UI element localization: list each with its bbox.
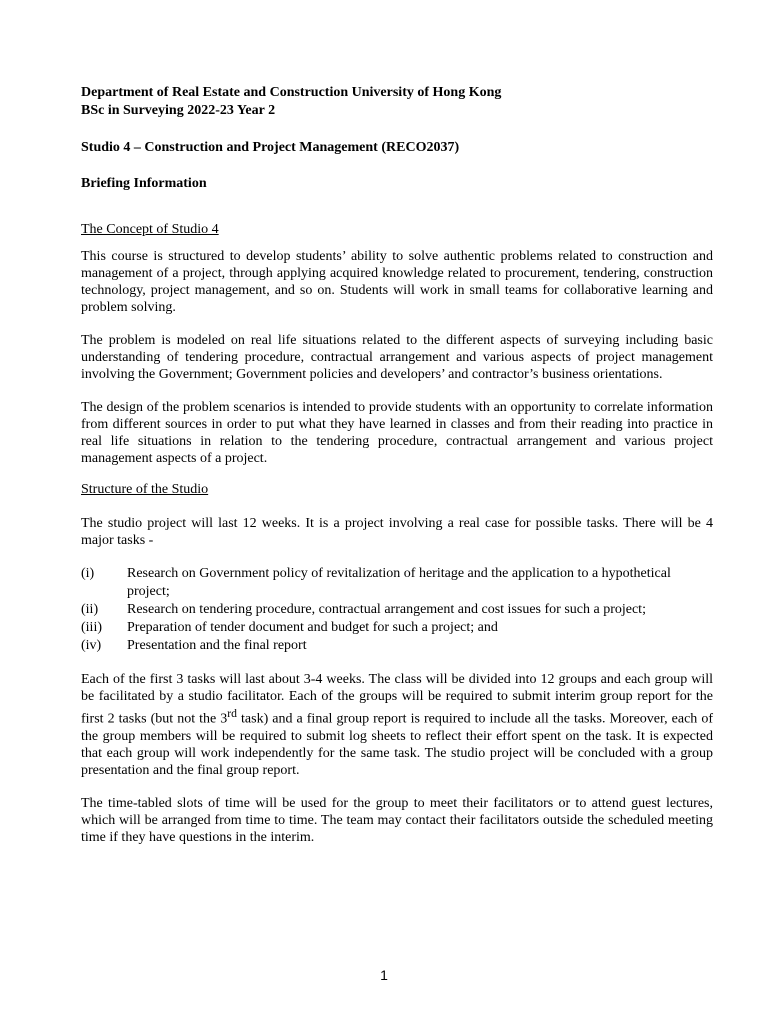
course-title: Studio 4 – Construction and Project Management (RECO2037) <box>81 140 460 155</box>
tasks-paragraph-part1: Each of the first 3 tasks will last about 3-4 weeks. The class will be divided into 12 groups and each group will be facilitated by a studio facilitator. Each of the groups will be required to submit interim group report for the first 2 tasks (but not the 3 <box>81 672 713 727</box>
list-item <box>81 637 713 655</box>
page-number: 1 <box>380 967 388 983</box>
briefing-title: Briefing Information <box>81 176 207 191</box>
task-number: (ii) <box>81 602 99 617</box>
task-text: Research on tendering procedure, contractual arrangement and cost issues for such a project; <box>127 602 646 617</box>
task-number: (i) <box>81 566 95 581</box>
ordinal-superscript: rd <box>227 707 237 720</box>
timetable-paragraph: The time-tabled slots of time will be used for the group to meet their facilitators or to attend guest lectures, which will be arranged from time to time. The team may contact their facilitators outside the scheduled meeting time if they have questions in the interim. <box>81 795 713 845</box>
structure-intro: The studio project will last 12 weeks. It is a project involving a real case for possible tasks. There will be 4 major tasks - <box>81 516 713 548</box>
tasks-paragraph-part2: task) and a final group report is required to include all the tasks. Moreover, each of the group members will be required to submit log sheets to reflect their effort spent on the task. It is expected that each group will work independently for the same task. The studio project will be concluded with a group presentation and the final group report. <box>81 711 713 778</box>
list-item <box>81 601 713 619</box>
task-text: Research on Government policy of revitalization of heritage and the application to a hypothetical project; <box>127 566 671 599</box>
tasks-paragraph <box>81 671 713 779</box>
task-list <box>81 565 713 655</box>
task-number: (iii) <box>81 620 102 635</box>
programme-title: BSc in Surveying 2022-23 Year 2 <box>81 103 276 118</box>
task-number: (iv) <box>81 638 102 653</box>
task-text: Presentation and the final report <box>127 638 307 653</box>
list-item <box>81 565 713 601</box>
task-text: Preparation of tender document and budget for such a project; and <box>127 620 498 635</box>
concept-heading: The Concept of Studio 4 <box>81 222 219 237</box>
department-title: Department of Real Estate and Construction University of Hong Kong <box>81 85 502 100</box>
document-page <box>81 84 713 846</box>
list-item <box>81 619 713 637</box>
structure-heading: Structure of the Studio <box>81 482 209 497</box>
concept-paragraph-1: This course is structured to develop students’ ability to solve authentic problems related to construction and management of a project, through applying acquired knowledge related to procurement, tendering, construction technology, project management, and so on. Students will work in small teams for collaborative learning and problem solving. <box>81 249 713 315</box>
concept-paragraph-3: The design of the problem scenarios is intended to provide students with an opportunity to correlate information from different sources in order to put what they have learned in classes and from their reading into practice in real life situations in relation to the tendering procedure, contractual arrangement and various project management aspects of a project. <box>81 400 713 466</box>
concept-paragraph-2: The problem is modeled on real life situations related to the different aspects of surveying including basic understanding of tendering procedure, contractual arrangement and various aspects of project management involving the Government; Government policies and developers’ and contractor’s business orientations. <box>81 333 713 382</box>
